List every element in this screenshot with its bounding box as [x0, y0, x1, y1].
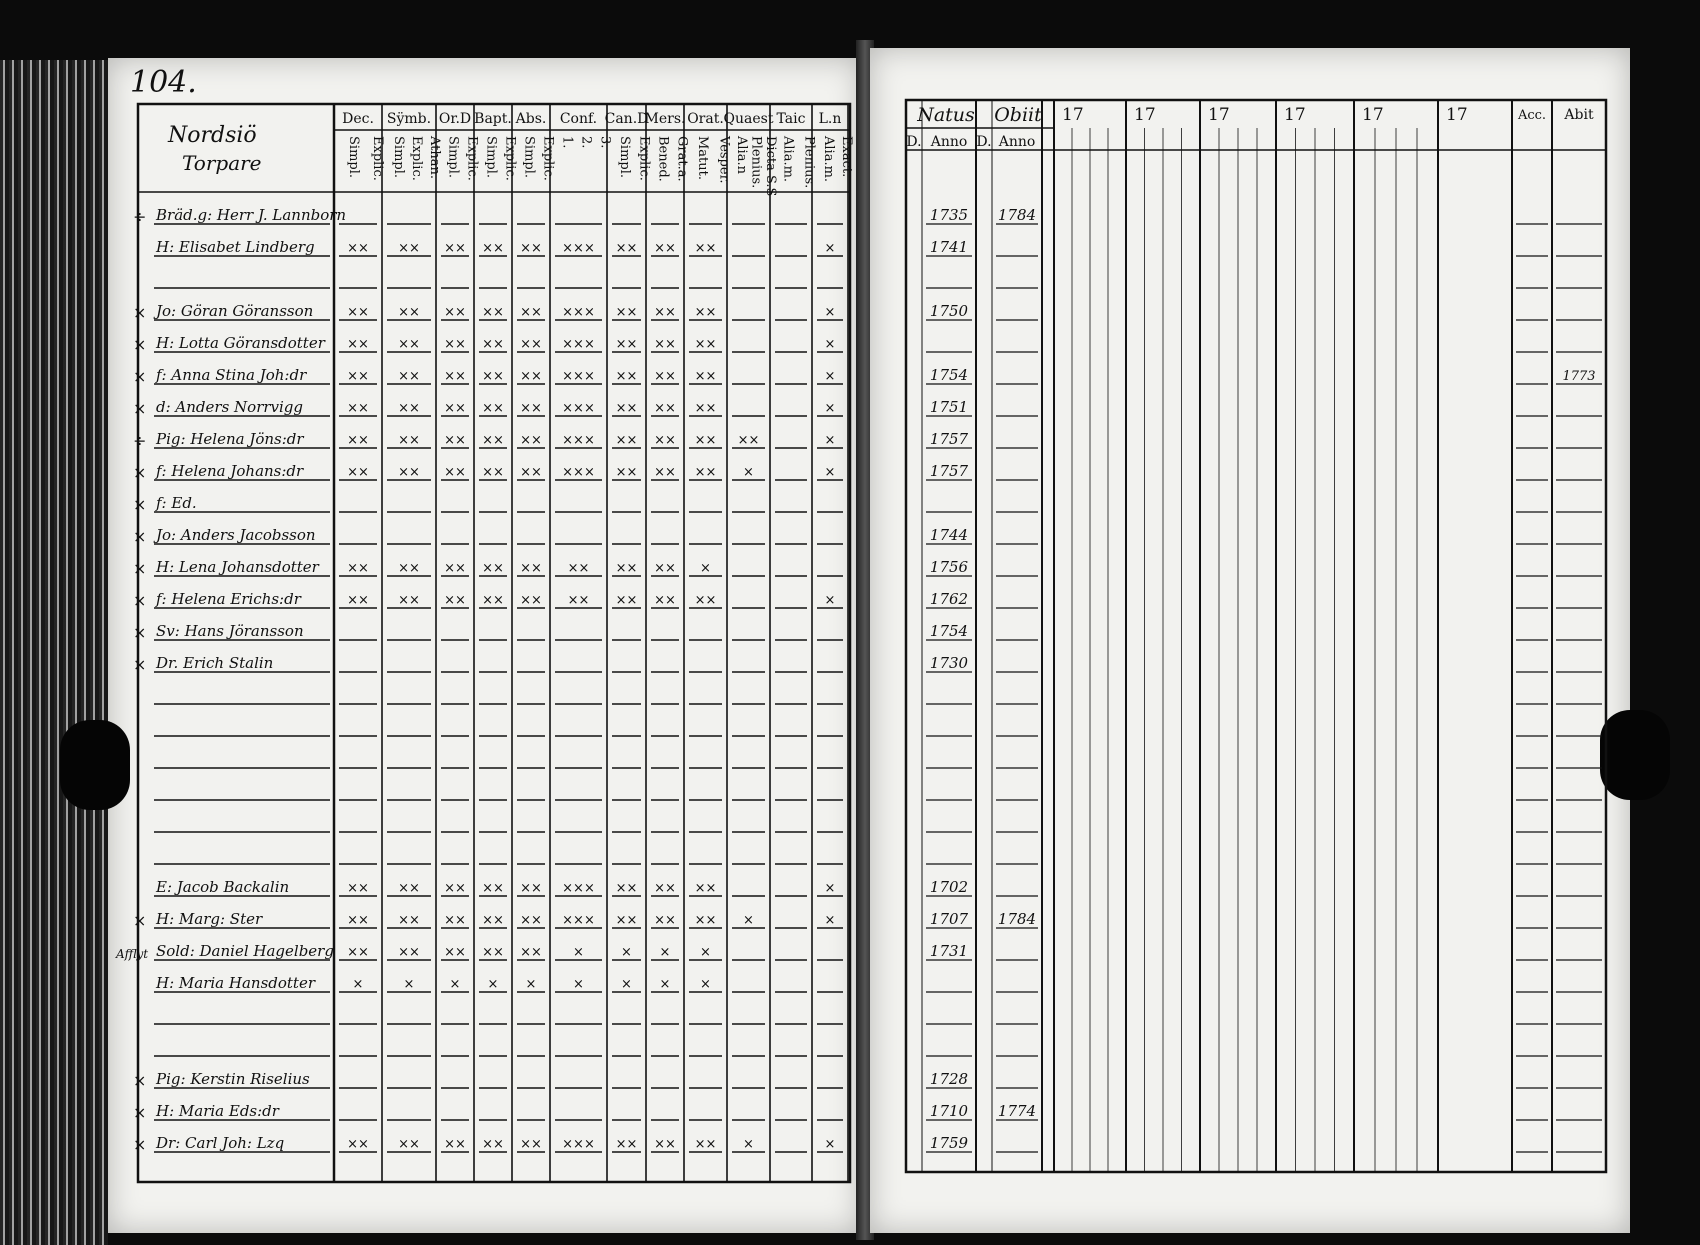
obiit-day-header: D.	[976, 134, 992, 150]
accessit-header: Acc.	[1517, 108, 1547, 123]
exam-mark: ××	[347, 881, 369, 896]
exam-mark: ××	[444, 241, 466, 256]
exam-mark: ×	[487, 977, 499, 992]
birth-year: 1731	[929, 942, 969, 960]
person-name: E: Jacob Backalin	[156, 878, 290, 896]
exam-mark: ×××	[562, 305, 595, 320]
person-name: H: Maria Eds:dr	[156, 1102, 279, 1120]
left-column-subheader: Simpl.	[346, 136, 361, 179]
exam-mark: ××	[520, 241, 542, 256]
left-column-header: Can.D	[604, 111, 649, 127]
person-name: Jo: Göran Göransson	[156, 302, 314, 320]
register-row	[154, 878, 1602, 896]
left-column-subheader: Simpl.	[616, 136, 632, 179]
exam-mark: ××	[694, 241, 717, 256]
exam-mark: ××	[347, 593, 369, 608]
exam-mark: ××	[694, 593, 717, 608]
exam-mark: ××	[520, 593, 542, 608]
left-column-subheader: Simpl.	[445, 136, 461, 179]
exam-mark: ×	[824, 433, 836, 448]
exam-mark: ××	[654, 593, 676, 608]
person-name: H: Lotta Göransdotter	[156, 334, 325, 352]
exam-mark: ×	[621, 977, 632, 992]
obiit-header: Obiit	[994, 104, 1042, 126]
exam-mark: ×	[449, 977, 461, 992]
register-row	[133, 398, 1602, 418]
exam-mark: ××	[654, 433, 676, 448]
year-column-header: 17	[1134, 105, 1156, 125]
birth-year: 1702	[929, 878, 969, 896]
birth-year: 1750	[929, 302, 969, 320]
exam-mark: ××	[444, 305, 466, 320]
left-column-header: Mers.	[644, 111, 686, 127]
right-header	[906, 104, 1594, 150]
left-column-subheader: Plenius.	[801, 136, 817, 189]
exam-mark: ××	[615, 881, 638, 896]
exam-mark: ××	[398, 945, 420, 960]
exam-mark: ××	[694, 433, 717, 448]
exam-mark: ××	[520, 401, 542, 416]
row-prefix-mark: ×	[133, 1135, 147, 1154]
exam-mark: ×××	[562, 369, 595, 384]
row-prefix-mark: ×	[133, 399, 147, 418]
exam-mark: ××	[520, 369, 542, 384]
left-column-header: Quaest	[723, 111, 774, 127]
register-row	[154, 238, 1602, 256]
birth-year: 1751	[929, 398, 969, 416]
exam-mark: ×	[573, 977, 584, 992]
row-prefix-mark: ×	[133, 655, 147, 674]
exam-mark: ××	[398, 305, 420, 320]
exam-mark: ×	[352, 977, 364, 992]
left-column-subheader: Vesper.	[716, 136, 732, 184]
left-column-subheader: Simpl.	[391, 136, 406, 179]
exam-mark: ××	[398, 465, 420, 480]
exam-mark: ××	[347, 337, 369, 352]
natus-header: Natus	[917, 104, 975, 126]
birth-year: 1754	[929, 622, 969, 640]
exam-mark: ××	[482, 241, 504, 256]
person-name: Sold: Daniel Hagelberg	[156, 942, 334, 960]
parish-subtitle: Torpare	[182, 151, 262, 175]
exam-mark: ××	[520, 433, 542, 448]
exam-mark: ×	[824, 241, 836, 256]
exam-mark: ×	[659, 977, 671, 992]
exam-mark: ××	[694, 1137, 717, 1152]
natus-year-header: Anno	[930, 134, 968, 150]
exam-mark: ××	[694, 305, 717, 320]
left-column-subheader: Alia.m.	[780, 136, 796, 183]
register-rows	[115, 206, 1602, 1154]
exam-mark: ××	[444, 337, 466, 352]
row-prefix-mark: ÷	[133, 207, 147, 226]
exam-mark: ××	[347, 1137, 369, 1152]
left-column-subheader: Explic.	[409, 136, 424, 181]
birth-year: 1735	[929, 206, 969, 224]
exam-mark: ××	[615, 465, 638, 480]
register-row	[133, 366, 1602, 386]
left-column-header: Taic	[776, 111, 806, 127]
exam-mark: ×××	[562, 433, 595, 448]
exam-mark: ××	[615, 593, 638, 608]
person-name: Dr. Erich Stalin	[156, 654, 274, 672]
row-prefix-mark: ×	[133, 527, 147, 546]
person-name: d: Anders Norrvigg	[156, 398, 304, 416]
left-column-subheader: Explic.	[370, 136, 385, 181]
exam-mark: ××	[444, 913, 466, 928]
year-column-header: 17	[1062, 105, 1084, 125]
exam-mark: ××	[398, 1137, 420, 1152]
exam-mark: ××	[615, 433, 638, 448]
row-prefix-mark: ×	[133, 591, 147, 610]
exam-mark: ×××	[562, 241, 595, 256]
exam-mark: ××	[444, 593, 466, 608]
left-column-header: Conf.	[559, 111, 598, 127]
exam-mark: ××	[737, 433, 760, 448]
register-row	[154, 974, 1602, 992]
person-name: H: Elisabet Lindberg	[156, 238, 315, 256]
exam-mark: ×	[824, 401, 836, 416]
exam-mark: ××	[347, 945, 369, 960]
exam-mark: ×××	[562, 401, 595, 416]
exam-mark: ×	[700, 561, 711, 576]
exam-mark: ××	[347, 433, 369, 448]
exam-mark: ×	[700, 945, 711, 960]
exam-mark: ××	[482, 369, 504, 384]
exam-mark: ×	[824, 913, 836, 928]
exam-mark: ××	[520, 465, 542, 480]
natus-day-header: D.	[906, 134, 922, 150]
left-column-subheader: Explic.	[540, 136, 556, 181]
exam-mark: ×	[824, 369, 836, 384]
exam-mark: ×	[659, 945, 671, 960]
birth-year: 1756	[929, 558, 969, 576]
person-name: Pig: Kerstin Riselius	[156, 1070, 310, 1088]
exam-mark: ×	[824, 881, 836, 896]
birth-year: 1759	[929, 1134, 969, 1152]
exam-mark: ×××	[562, 465, 595, 480]
death-year: 1774	[997, 1102, 1037, 1120]
exam-mark: ××	[615, 369, 638, 384]
obiit-year-header: Anno	[998, 134, 1036, 150]
left-column-header: Dec.	[342, 111, 374, 127]
exam-mark: ××	[654, 241, 676, 256]
person-name: H: Marg: Ster	[156, 910, 263, 928]
left-column-subheader: Alia.n	[734, 136, 750, 174]
exam-mark: ××	[520, 305, 542, 320]
person-name: H: Maria Hansdotter	[156, 974, 316, 992]
exam-mark: ××	[520, 881, 542, 896]
exam-mark: ××	[694, 913, 717, 928]
left-column-subheader: Grat.a.	[674, 136, 690, 182]
row-prefix-mark: ×	[133, 495, 147, 514]
person-name: Bräd.g: Herr J. Lannborn	[156, 206, 347, 224]
row-prefix-mark: ×	[133, 623, 147, 642]
left-column-subheader: Simpl.	[483, 136, 499, 179]
exam-mark: ×	[403, 977, 415, 992]
abiit-header: Abit	[1564, 107, 1594, 123]
row-prefix-mark: ×	[133, 1071, 147, 1090]
exam-mark: ××	[567, 593, 590, 608]
left-column-subheader: Explic.	[464, 136, 480, 181]
left-column-subheader: Bened.	[655, 136, 671, 182]
exam-mark: ××	[482, 337, 504, 352]
row-prefix-mark: ×	[133, 911, 147, 930]
birth-year: 1754	[929, 366, 969, 384]
birth-year: 1730	[929, 654, 969, 672]
register-row	[133, 910, 1602, 930]
left-column-header: Or.D	[438, 111, 472, 127]
exam-mark: ××	[654, 1137, 676, 1152]
departure-year: 1773	[1562, 369, 1596, 384]
exam-mark: ××	[482, 433, 504, 448]
row-prefix-mark: ×	[133, 463, 147, 482]
year-column-header: 17	[1284, 105, 1306, 125]
birth-year: 1728	[929, 1070, 969, 1088]
exam-mark: ××	[520, 1137, 542, 1152]
parish-name: Nordsiö	[168, 123, 257, 148]
exam-mark: ××	[398, 401, 420, 416]
year-column-header: 17	[1446, 105, 1468, 125]
register-row	[133, 462, 1602, 482]
exam-mark: ××	[444, 561, 466, 576]
birth-year: 1757	[929, 462, 969, 480]
left-column-subheader: Alia.m.	[821, 136, 836, 183]
left-column-subheader: Matut.	[694, 136, 710, 181]
exam-mark: ××	[654, 465, 676, 480]
person-name: f: Ed.	[156, 494, 197, 512]
register-row	[133, 622, 1602, 642]
exam-mark: ××	[520, 337, 542, 352]
left-column-subheader: Explic.	[502, 136, 518, 181]
register-row	[133, 1070, 1602, 1090]
exam-mark: ××	[444, 369, 466, 384]
left-column-subheader: 2.	[578, 136, 594, 149]
exam-mark: ××	[654, 369, 676, 384]
exam-mark: ×	[743, 1137, 754, 1152]
exam-mark: ××	[347, 369, 369, 384]
birth-year: 1757	[929, 430, 969, 448]
register-row	[133, 654, 1602, 674]
left-column-subheader: Athan.	[427, 136, 442, 180]
exam-mark: ××	[398, 369, 420, 384]
left-column-header: Abs.	[515, 111, 547, 127]
left-column-subheader: Dicta S.S	[762, 136, 778, 197]
exam-mark: ××	[482, 913, 504, 928]
exam-mark: ××	[482, 945, 504, 960]
birth-year: 1744	[929, 526, 969, 544]
year-column-header: 17	[1362, 105, 1384, 125]
exam-mark: ××	[520, 561, 542, 576]
exam-mark: ××	[444, 401, 466, 416]
left-column-header: Bapt.	[474, 111, 512, 127]
exam-mark: ×	[525, 977, 537, 992]
register-row	[133, 1134, 1602, 1154]
exam-mark: ××	[654, 913, 676, 928]
exam-mark: ×	[743, 913, 754, 928]
exam-mark: ××	[482, 465, 504, 480]
exam-mark: ××	[694, 401, 717, 416]
left-column-header: Orat.	[687, 111, 724, 127]
exam-mark: ××	[398, 241, 420, 256]
person-name: Dr: Carl Joh: Lzq	[156, 1134, 285, 1152]
person-name: f: Helena Johans:dr	[156, 462, 304, 480]
exam-mark: ××	[347, 241, 369, 256]
death-year: 1784	[997, 206, 1037, 224]
exam-mark: ××	[398, 433, 420, 448]
left-column-header: L.n	[818, 111, 842, 127]
exam-mark: ×	[824, 337, 836, 352]
exam-mark: ××	[694, 337, 717, 352]
row-prefix-mark: ×	[133, 559, 147, 578]
row-prefix-mark: ×	[133, 367, 147, 386]
exam-mark: ××	[654, 337, 676, 352]
register-row	[133, 590, 1602, 610]
register-row	[133, 206, 1602, 226]
exam-mark: ××	[482, 593, 504, 608]
exam-mark: ××	[694, 465, 717, 480]
exam-mark: ××	[615, 401, 638, 416]
row-prefix-mark: ÷	[133, 431, 147, 450]
exam-mark: ××	[444, 465, 466, 480]
exam-mark: ××	[398, 337, 420, 352]
exam-mark: ××	[520, 945, 542, 960]
exam-mark: ××	[444, 1137, 466, 1152]
exam-mark: ××	[482, 881, 504, 896]
exam-mark: ××	[444, 945, 466, 960]
exam-mark: ××	[615, 1137, 638, 1152]
exam-mark: ××	[347, 401, 369, 416]
exam-mark: ××	[444, 433, 466, 448]
left-column-subheader: Plenius.	[748, 136, 764, 189]
person-name: Sv: Hans Jöransson	[156, 622, 304, 640]
person-name: f: Anna Stina Joh:dr	[156, 366, 307, 384]
year-column-header: 17	[1208, 105, 1230, 125]
exam-mark: ××	[520, 913, 542, 928]
person-name: Pig: Helena Jöns:dr	[156, 430, 304, 448]
register-row	[133, 302, 1602, 322]
exam-mark: ××	[482, 401, 504, 416]
exam-mark: ××	[482, 561, 504, 576]
left-table-frame	[138, 104, 850, 1182]
exam-mark: ×	[824, 593, 836, 608]
left-column-subheader: Explic.	[636, 136, 652, 181]
left-column-header: Sÿmb.	[386, 111, 432, 127]
register-row	[133, 494, 1602, 514]
right-table-frame	[906, 100, 1606, 1172]
birth-year: 1710	[929, 1102, 969, 1120]
exam-mark: ××	[694, 881, 717, 896]
person-name: f: Helena Erichs:dr	[156, 590, 301, 608]
exam-mark: ×	[824, 1137, 836, 1152]
exam-mark: ×	[743, 465, 754, 480]
exam-mark: ××	[654, 305, 676, 320]
exam-mark: ××	[615, 241, 638, 256]
person-name: Jo: Anders Jacobsson	[156, 526, 316, 544]
exam-mark: ××	[615, 913, 638, 928]
exam-mark: ×××	[562, 881, 595, 896]
register-row	[133, 430, 1602, 450]
exam-mark: ××	[347, 465, 369, 480]
exam-mark: ××	[654, 881, 676, 896]
exam-mark: ×	[700, 977, 711, 992]
exam-mark: ×	[621, 945, 632, 960]
exam-mark: ×	[573, 945, 584, 960]
exam-mark: ××	[347, 913, 369, 928]
row-prefix-mark: ×	[133, 335, 147, 354]
left-column-subheader: 1.	[559, 136, 575, 149]
page-number: 104.	[130, 65, 197, 100]
exam-mark: ××	[654, 401, 676, 416]
exam-mark: ××	[347, 561, 369, 576]
exam-mark: ×××	[562, 1137, 595, 1152]
register-row	[133, 526, 1602, 546]
exam-mark: ××	[444, 881, 466, 896]
register-row	[133, 558, 1602, 578]
exam-mark: ×	[824, 465, 836, 480]
exam-mark: ××	[398, 881, 420, 896]
register-row	[133, 334, 1602, 354]
death-year: 1784	[997, 910, 1037, 928]
birth-year: 1707	[929, 910, 969, 928]
exam-mark: ××	[482, 305, 504, 320]
person-name: H: Lena Johansdotter	[156, 558, 319, 576]
exam-mark: ××	[347, 305, 369, 320]
exam-mark: ××	[694, 369, 717, 384]
exam-mark: ××	[398, 593, 420, 608]
exam-mark: ××	[482, 1137, 504, 1152]
exam-mark: ×××	[562, 337, 595, 352]
register-row	[133, 1102, 1602, 1122]
exam-mark: ××	[654, 561, 676, 576]
exam-mark: ××	[567, 561, 590, 576]
left-header	[342, 111, 854, 196]
exam-mark: ×	[824, 305, 836, 320]
left-column-subheader: Simpl.	[521, 136, 537, 179]
row-prefix-mark: ×	[133, 303, 147, 322]
register-row	[115, 942, 1602, 961]
left-column-subheader: Exact.	[839, 136, 854, 178]
ruled-grid	[138, 100, 1606, 1182]
exam-mark: ××	[615, 561, 638, 576]
exam-mark: ××	[615, 337, 638, 352]
birth-year: 1762	[929, 590, 969, 608]
exam-mark: ××	[398, 561, 420, 576]
row-prefix-mark: ×	[133, 1103, 147, 1122]
row-prefix-mark: Afflyt	[116, 947, 149, 961]
exam-mark: ××	[398, 913, 420, 928]
left-column-subheader: 3.	[597, 136, 613, 149]
exam-mark: ××	[615, 305, 638, 320]
exam-mark: ×××	[562, 913, 595, 928]
birth-year: 1741	[929, 238, 969, 256]
